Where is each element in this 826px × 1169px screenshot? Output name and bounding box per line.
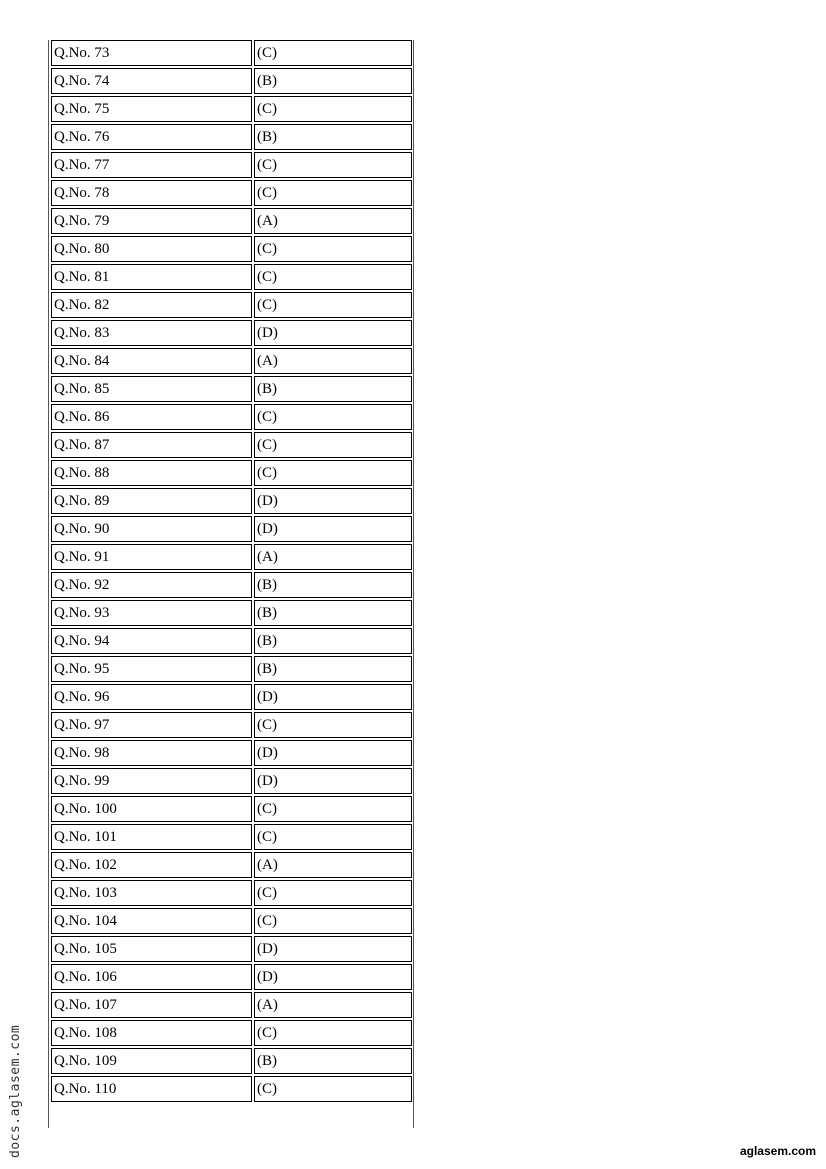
answer-option-cell: (B): [254, 656, 412, 682]
table-row: [51, 40, 412, 66]
question-number-cell: Q.No. 106: [51, 964, 252, 990]
table-row: [51, 768, 412, 794]
answer-option-cell: (C): [254, 96, 412, 122]
table-row: [51, 600, 412, 626]
answer-option-cell: (C): [254, 908, 412, 934]
side-watermark: docs.aglasem.com: [8, 1024, 23, 1158]
question-number-cell: Q.No. 89: [51, 488, 252, 514]
question-number-cell: Q.No. 73: [51, 40, 252, 66]
corner-watermark: aglasem.com: [739, 1144, 816, 1158]
question-number-cell: Q.No. 85: [51, 376, 252, 402]
answer-option-cell: (A): [254, 348, 412, 374]
question-number-cell: Q.No. 94: [51, 628, 252, 654]
answer-key-body: [51, 40, 412, 1102]
table-row: [51, 740, 412, 766]
question-number-cell: Q.No. 91: [51, 544, 252, 570]
question-number-cell: Q.No. 93: [51, 600, 252, 626]
table-row: [51, 712, 412, 738]
table-row: [51, 68, 412, 94]
question-number-cell: Q.No. 97: [51, 712, 252, 738]
question-number-cell: Q.No. 84: [51, 348, 252, 374]
answer-option-cell: (C): [254, 264, 412, 290]
answer-option-cell: (C): [254, 152, 412, 178]
table-row: [51, 656, 412, 682]
answer-option-cell: (C): [254, 40, 412, 66]
table-row: [51, 992, 412, 1018]
table-row: [51, 1048, 412, 1074]
question-number-cell: Q.No. 101: [51, 824, 252, 850]
answer-option-cell: (B): [254, 376, 412, 402]
table-row: [51, 96, 412, 122]
answer-option-cell: (B): [254, 628, 412, 654]
table-row: [51, 572, 412, 598]
answer-option-cell: (C): [254, 236, 412, 262]
table-row: [51, 852, 412, 878]
table-row: [51, 964, 412, 990]
table-row: [51, 152, 412, 178]
answer-option-cell: (C): [254, 292, 412, 318]
answer-option-cell: (B): [254, 124, 412, 150]
answer-key-table: [49, 38, 414, 1104]
question-number-cell: Q.No. 77: [51, 152, 252, 178]
table-row: [51, 1076, 412, 1102]
answer-option-cell: (D): [254, 516, 412, 542]
answer-option-cell: (D): [254, 768, 412, 794]
question-number-cell: Q.No. 109: [51, 1048, 252, 1074]
question-number-cell: Q.No. 107: [51, 992, 252, 1018]
answer-option-cell: (C): [254, 1076, 412, 1102]
table-row: [51, 936, 412, 962]
answer-option-cell: (D): [254, 488, 412, 514]
answer-option-cell: (A): [254, 852, 412, 878]
answer-option-cell: (D): [254, 320, 412, 346]
question-number-cell: Q.No. 95: [51, 656, 252, 682]
question-number-cell: Q.No. 80: [51, 236, 252, 262]
question-number-cell: Q.No. 88: [51, 460, 252, 486]
question-number-cell: Q.No. 87: [51, 432, 252, 458]
question-number-cell: Q.No. 105: [51, 936, 252, 962]
question-number-cell: Q.No. 79: [51, 208, 252, 234]
answer-option-cell: (D): [254, 684, 412, 710]
question-number-cell: Q.No. 104: [51, 908, 252, 934]
table-row: [51, 432, 412, 458]
answer-option-cell: (C): [254, 796, 412, 822]
question-number-cell: Q.No. 83: [51, 320, 252, 346]
answer-option-cell: (B): [254, 600, 412, 626]
question-number-cell: Q.No. 108: [51, 1020, 252, 1046]
table-row: [51, 236, 412, 262]
answer-option-cell: (A): [254, 208, 412, 234]
answer-option-cell: (C): [254, 432, 412, 458]
table-row: [51, 376, 412, 402]
answer-option-cell: (C): [254, 180, 412, 206]
question-number-cell: Q.No. 90: [51, 516, 252, 542]
table-row: [51, 516, 412, 542]
table-row: [51, 880, 412, 906]
question-number-cell: Q.No. 92: [51, 572, 252, 598]
question-number-cell: Q.No. 102: [51, 852, 252, 878]
question-number-cell: Q.No. 110: [51, 1076, 252, 1102]
question-number-cell: Q.No. 99: [51, 768, 252, 794]
question-number-cell: Q.No. 76: [51, 124, 252, 150]
answer-option-cell: (C): [254, 824, 412, 850]
table-row: [51, 320, 412, 346]
table-row: [51, 488, 412, 514]
table-row: [51, 460, 412, 486]
table-row: [51, 684, 412, 710]
answer-option-cell: (B): [254, 68, 412, 94]
table-row: [51, 628, 412, 654]
question-number-cell: Q.No. 86: [51, 404, 252, 430]
table-row: [51, 208, 412, 234]
question-number-cell: Q.No. 75: [51, 96, 252, 122]
answer-option-cell: (B): [254, 572, 412, 598]
answer-option-cell: (C): [254, 1020, 412, 1046]
table-row: [51, 824, 412, 850]
question-number-cell: Q.No. 78: [51, 180, 252, 206]
answer-option-cell: (B): [254, 1048, 412, 1074]
table-row: [51, 908, 412, 934]
question-number-cell: Q.No. 74: [51, 68, 252, 94]
table-row: [51, 264, 412, 290]
table-row: [51, 404, 412, 430]
question-number-cell: Q.No. 100: [51, 796, 252, 822]
answer-option-cell: (C): [254, 404, 412, 430]
table-row: [51, 180, 412, 206]
answer-option-cell: (C): [254, 460, 412, 486]
answer-option-cell: (C): [254, 880, 412, 906]
answer-option-cell: (D): [254, 964, 412, 990]
answer-option-cell: (D): [254, 936, 412, 962]
question-number-cell: Q.No. 103: [51, 880, 252, 906]
table-row: [51, 1020, 412, 1046]
table-row: [51, 796, 412, 822]
table-row: [51, 124, 412, 150]
question-number-cell: Q.No. 82: [51, 292, 252, 318]
question-number-cell: Q.No. 98: [51, 740, 252, 766]
question-number-cell: Q.No. 96: [51, 684, 252, 710]
question-number-cell: Q.No. 81: [51, 264, 252, 290]
answer-option-cell: (A): [254, 544, 412, 570]
answer-option-cell: (D): [254, 740, 412, 766]
answer-option-cell: (A): [254, 992, 412, 1018]
table-row: [51, 348, 412, 374]
answer-option-cell: (C): [254, 712, 412, 738]
table-row: [51, 544, 412, 570]
table-row: [51, 292, 412, 318]
